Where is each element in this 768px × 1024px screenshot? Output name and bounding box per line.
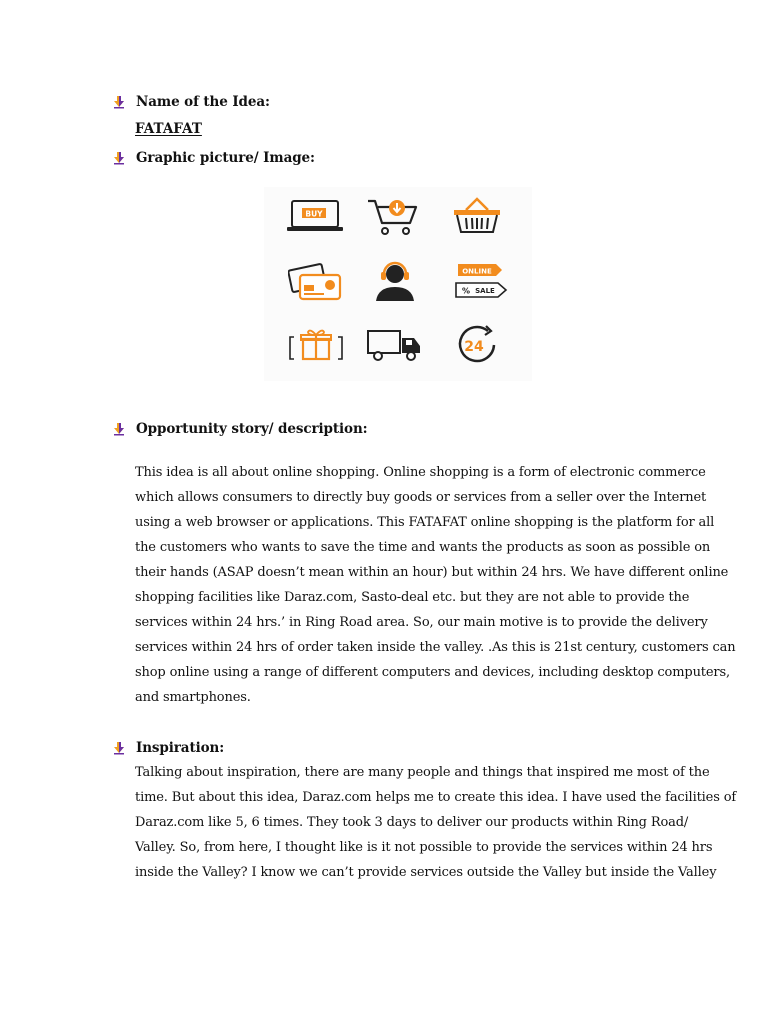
paragraph-line: shopping facilities like Daraz.com, Sasto-deal etc. but they are not able to provide the [135, 590, 690, 605]
sale-label: SALE [475, 287, 495, 295]
paragraph-line: shop online using a range of different computers and devices, including desktop computers, [135, 665, 730, 680]
basket-icon [452, 197, 502, 235]
paragraph-line: the customers who wants to save the time and wants the products as soon as possible on [135, 540, 711, 555]
paragraph-line: Talking about inspiration, there are many people and things that inspired me most of the [135, 765, 710, 780]
arrow-bullet-icon [112, 95, 126, 109]
heading-name-of-idea: Name of the Idea: [136, 94, 270, 110]
24-hours-icon [452, 323, 502, 367]
opportunity-paragraph [135, 460, 736, 710]
paragraph-line: which allows consumers to directly buy goods or services from a seller over the Internet [135, 490, 707, 505]
arrow-bullet-icon [112, 741, 126, 755]
inspiration-paragraph [135, 760, 737, 885]
shopping-cart-icon [366, 197, 420, 237]
gift-box-icon [288, 327, 344, 363]
arrow-bullet-icon [112, 422, 126, 436]
heading-inspiration: Inspiration: [136, 740, 225, 756]
percent-label: % [461, 286, 471, 296]
shopping-icons-image [264, 187, 532, 381]
paragraph-line: This idea is all about online shopping. Online shopping is a form of electronic commerce [135, 465, 706, 480]
paragraph-line: Valley. So, from here, I thought like is it not possible to provide the services within 24 hrs [135, 840, 713, 855]
paragraph-line: and smartphones. [135, 690, 251, 705]
section-inspiration [112, 740, 224, 756]
24-label: 24 [464, 339, 484, 355]
paragraph-line: time. But about this idea, Daraz.com helps me to create this idea. I have used the facilities of [135, 790, 737, 805]
paragraph-line: services within 24 hrs.’ in Ring Road area. So, our main motive is to provide the delivery [135, 615, 708, 630]
idea-name: FATAFAT [135, 121, 202, 137]
credit-card-icon [288, 263, 342, 301]
section-graphic-picture [112, 150, 315, 166]
delivery-truck-icon [364, 327, 426, 363]
paragraph-line: their hands (ASAP doesn’t mean within an hour) but within 24 hrs. We have different online [135, 565, 729, 580]
heading-graphic-picture: Graphic picture/ Image: [136, 150, 315, 166]
section-name-of-idea [112, 94, 270, 110]
laptop-buy-icon [286, 199, 344, 233]
heading-opportunity: Opportunity story/ description: [136, 421, 368, 437]
section-opportunity [112, 421, 368, 437]
buy-label: BUY [305, 209, 323, 219]
customer-support-icon [372, 259, 418, 303]
online-sale-tag-icon [450, 261, 512, 301]
paragraph-line: Daraz.com like 5, 6 times. They took 3 days to deliver our products within Ring Road/ [135, 815, 689, 830]
online-label: ONLINE [462, 267, 492, 276]
arrow-bullet-icon [112, 151, 126, 165]
paragraph-line: inside the Valley? I know we can’t provide services outside the Valley but inside the Valley [135, 865, 717, 880]
paragraph-line: services within 24 hrs of order taken inside the valley. .As this is 21st century, customers can [135, 640, 736, 655]
paragraph-line: using a web browser or applications. This FATAFAT online shopping is the platform for all [135, 515, 715, 530]
